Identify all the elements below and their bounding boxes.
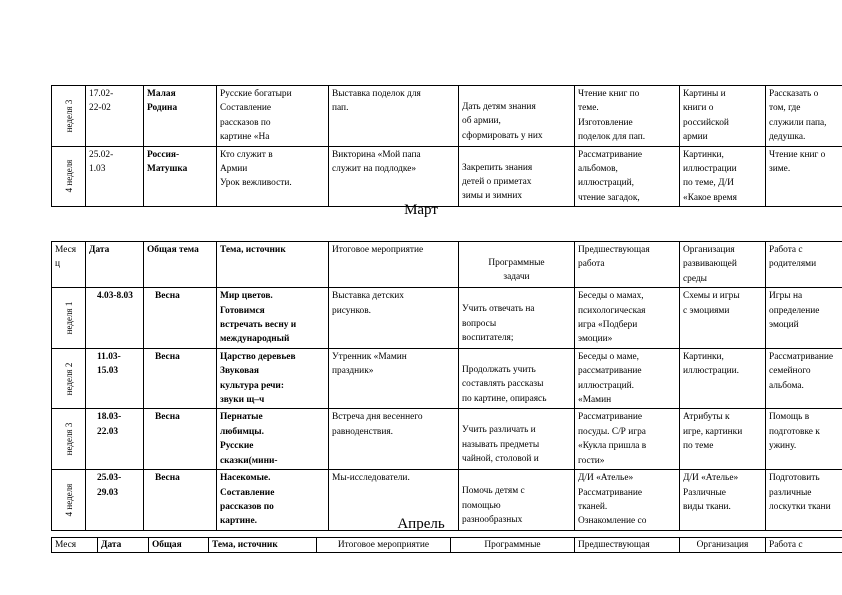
goals-cell: Закрепить знания детей о приметах зимы и зимних [459, 146, 575, 207]
event-cell: Выставка детских рисунков. [329, 288, 459, 349]
week-label: неделя 3 [63, 422, 74, 456]
date-cell: 17.02- 22-02 [86, 86, 144, 147]
source-cell: Мир цветов. Готовимся встречать весну и международный [217, 288, 329, 349]
parents-cell: Подготовить различные лоскутки ткани [766, 470, 842, 531]
goals-cell: Помочь детям с помощью разнообразных [459, 470, 575, 531]
header-environment: Организация [680, 538, 766, 553]
header-date: Дата [98, 538, 149, 553]
table-row [52, 288, 842, 349]
parents-cell: Чтение книг о зиме. [766, 146, 842, 207]
week-label: 4 неделя [63, 160, 74, 193]
table-row [52, 348, 842, 409]
header-source: Тема, источник [217, 242, 329, 288]
environment-cell: Картины и книги о российской армии [680, 86, 766, 147]
week-label: неделя 2 [63, 362, 74, 395]
parents-cell: Рассказать о том, где служили папа, дедушка. [766, 86, 842, 147]
preliminary-cell: Беседы о маме, рассматривание иллюстраций. «Мамин [575, 348, 680, 409]
header-preliminary: Предшествующая [575, 538, 680, 553]
event-cell: Встреча дня весеннего равноденствия. [329, 409, 459, 470]
source-cell: Насекомые. Составление рассказов по картине. [217, 470, 329, 531]
table-row [52, 146, 842, 207]
parents-cell: Рассматривание семейного альбома. [766, 348, 842, 409]
theme-cell: Весна [144, 470, 217, 531]
week-label: 4 неделя [63, 483, 74, 517]
preliminary-cell: Рассматривание альбомов, иллюстраций, чтение загадок, [575, 146, 680, 207]
week-cell [52, 348, 86, 409]
month-title-april: Апрель [397, 516, 445, 532]
date-cell: 25.02- 1.03 [86, 146, 144, 207]
theme-cell: Весна [144, 348, 217, 409]
event-cell: Утренник «Мамин праздник» [329, 348, 459, 409]
february-schedule-table [51, 85, 842, 207]
header-goals: Программные [451, 538, 575, 553]
environment-cell: Картинки, иллюстрации. [680, 348, 766, 409]
week-cell [52, 409, 86, 470]
source-cell: Царство деревьев Звуковая культура речи: звуки щ–ч [217, 348, 329, 409]
month-title-march: Март [404, 202, 438, 218]
preliminary-cell: Рассматривание посуды. С/Р игра «Кукла пришла в гости» [575, 409, 680, 470]
header-environment: Организация развивающей среды [680, 242, 766, 288]
event-cell: Выставка поделок для пап. [329, 86, 459, 147]
week-cell [52, 146, 86, 207]
date-cell: 11.03- 15.03 [86, 348, 144, 409]
header-preliminary: Предшествующая работа [575, 242, 680, 288]
goals-cell: Учить отвечать на вопросы воспитателя; [459, 288, 575, 349]
event-cell: Викторина «Мой папа служит на подлодке» [329, 146, 459, 207]
header-goals: Программные задачи [459, 242, 575, 288]
date-cell: 18.03- 22.03 [86, 409, 144, 470]
parents-cell: Помощь в подготовке к ужину. [766, 409, 842, 470]
preliminary-cell: Чтение книг по теме. Изготовление поделок для пап. [575, 86, 680, 147]
environment-cell: Атрибуты к игре, картинки по теме [680, 409, 766, 470]
week-label: неделя 3 [63, 99, 74, 133]
april-schedule-table [51, 537, 842, 553]
header-date: Дата [86, 242, 144, 288]
preliminary-cell: Д/И «Ателье» Рассматривание тканей. Ознакомление со [575, 470, 680, 531]
theme-cell: Весна [144, 409, 217, 470]
header-theme: Общая тема [144, 242, 217, 288]
week-cell [52, 288, 86, 349]
goals-cell: Дать детям знания об армии, сформировать у них [459, 86, 575, 147]
environment-cell: Картинки, иллюстрации по теме, Д/И «Какое время [680, 146, 766, 207]
preliminary-cell: Беседы о мамах, психологическая игра «Подбери эмоции» [575, 288, 680, 349]
table-row [52, 86, 842, 147]
march-schedule-table [51, 241, 842, 531]
source-cell: Русские богатыри Составление рассказов по картине «На [217, 86, 329, 147]
goals-cell: Продолжать учить составлять рассказы по картине, опираясь [459, 348, 575, 409]
week-label: неделя 1 [63, 301, 74, 335]
header-source: Тема, источник [209, 538, 317, 553]
theme-cell: Россия- Матушка [144, 146, 217, 207]
date-cell: 25.03- 29.03 [86, 470, 144, 531]
header-event: Итоговое мероприятие [329, 242, 459, 288]
source-cell: Кто служит в Армии Урок вежливости. [217, 146, 329, 207]
table-header-row [52, 538, 842, 553]
header-parents: Работа с [766, 538, 842, 553]
goals-cell: Учить различать и называть предметы чайной, столовой и [459, 409, 575, 470]
header-theme: Общая [149, 538, 209, 553]
environment-cell: Д/И «Ателье» Различные виды ткани. [680, 470, 766, 531]
parents-cell: Игры на определение эмоций [766, 288, 842, 349]
header-event: Итоговое мероприятие [317, 538, 451, 553]
header-parents: Работа с родителями [766, 242, 842, 288]
event-cell: Мы-исследователи. [329, 470, 459, 531]
source-cell: Пернатые любимцы. Русские сказки(мини- [217, 409, 329, 470]
week-cell [52, 86, 86, 147]
table-header-row [52, 242, 842, 288]
header-month: Меся ц [52, 242, 86, 288]
theme-cell: Весна [144, 288, 217, 349]
theme-cell: Малая Родина [144, 86, 217, 147]
environment-cell: Схемы и игры с эмоциями [680, 288, 766, 349]
date-cell: 4.03-8.03 [86, 288, 144, 349]
header-month: Меся [52, 538, 98, 553]
table-row [52, 409, 842, 470]
